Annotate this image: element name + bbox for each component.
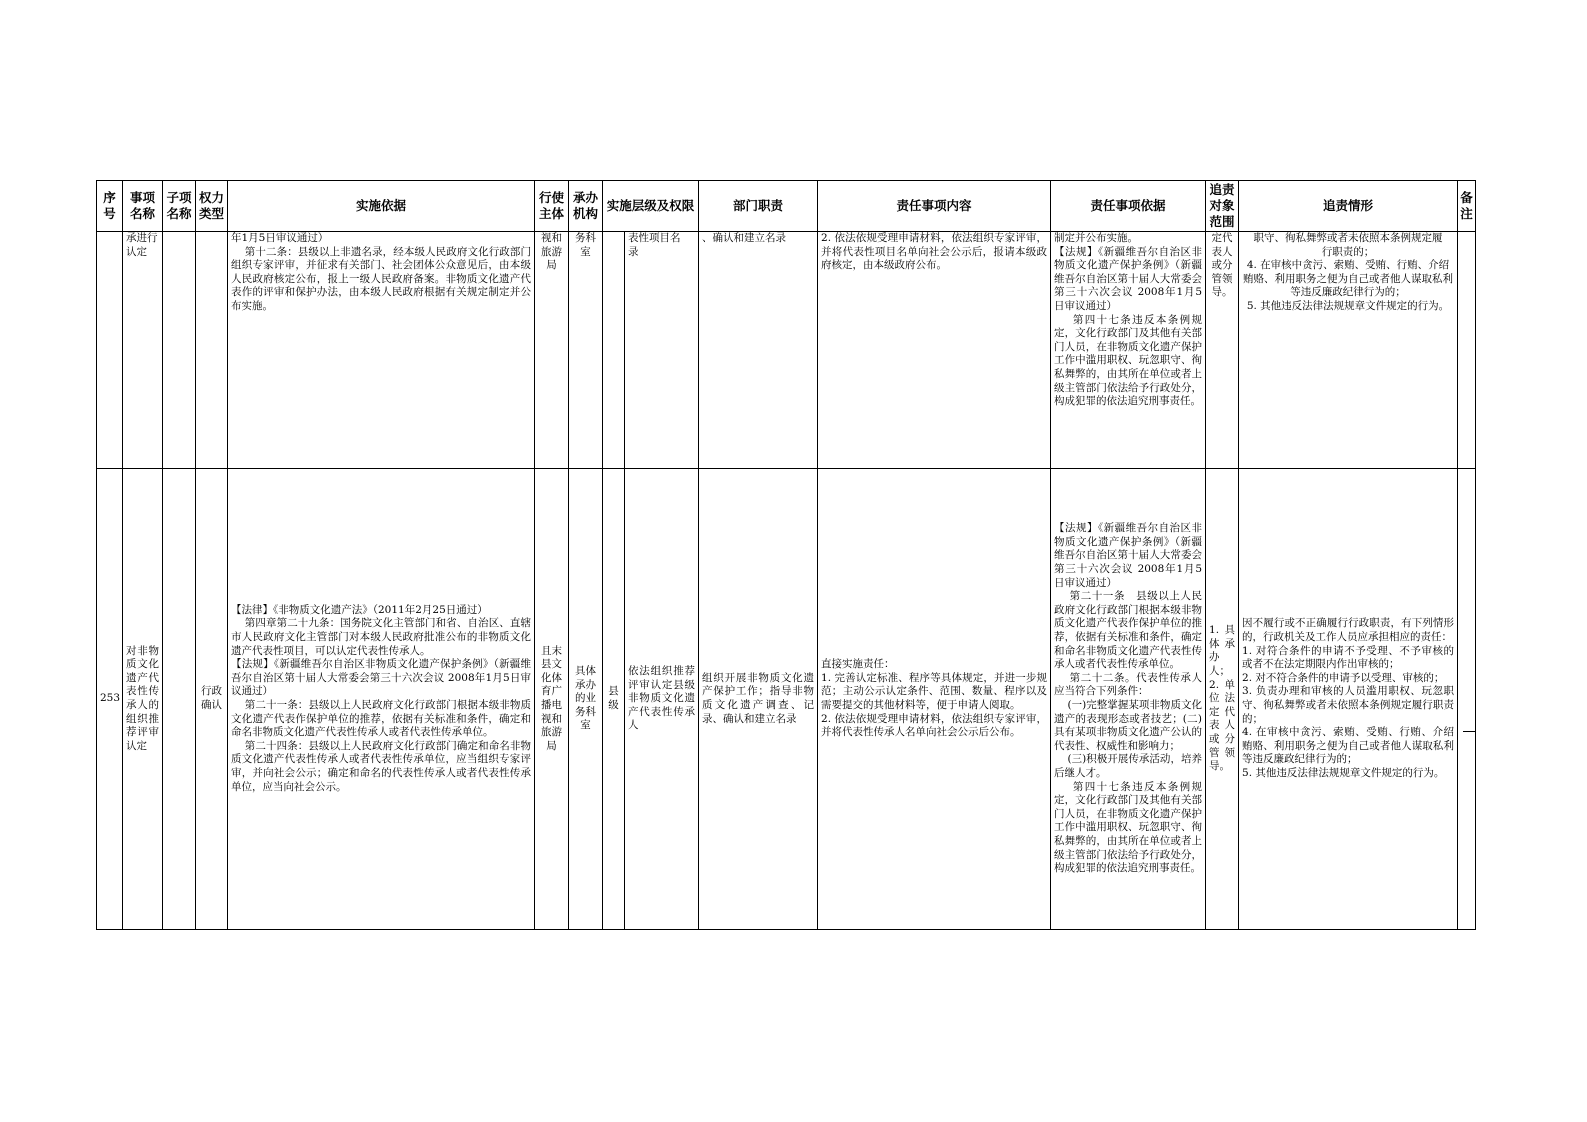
header-level-scope: 实施层级及权限 [603, 181, 699, 232]
cell-remark [1458, 232, 1476, 469]
header-row [97, 181, 1476, 232]
cell-situations: 因不履行或不正确履行行政职责，有下列情形的，行政机关及工作人员应承担相应的责任： 1. 对符合条件的申请不予受理、不予审核的或者不在法定期限内作出审核的； 2. 对不符合条件的申请予以受理、审核的； 3. 负责办理和审核的人员滥用职权、玩忽职守、徇私舞弊或者未依照本条例规定履行职责的； 4. 在审核中贪污、索贿、受贿、行贿、介绍贿赂、利用职务之便为自己或者他人谋取私利等违反廉政纪律行为的； 5. 其他违反法律法规规章文件规定的行为。 [1239, 469, 1458, 930]
header-resp-content: 责任事项内容 [818, 181, 1051, 232]
header-target: 追责对象范围 [1206, 181, 1239, 232]
header-type: 权力类型 [196, 181, 228, 232]
header-situations: 追责情形 [1239, 181, 1458, 232]
cell-level: 县级 [603, 469, 625, 930]
cell-target: 定代 表人 或分 管领 导。 [1206, 232, 1239, 469]
cell-name: 对非物质文化遗产代表性传承人的组织推荐评审认定 [123, 469, 163, 930]
accountability-table [96, 180, 1476, 930]
table-row-continued [97, 232, 1476, 469]
cell-type: 行政确认 [196, 469, 228, 930]
header-subject: 行使主体 [535, 181, 569, 232]
cell-basis: 【法律】《非物质文化遗产法》（2011年2月25日通过） 第四章第二十九条：国务院文化主管部门和省、自治区、直辖市人民政府文化主管部门对本级人民政府批准公布的非物质文化遗产代表性项目，可以认定代表性传承人。 【法规】《新疆维吾尔自治区非物质文化遗产保护条例》（新疆维吾尔自治区第十届人大常委会第三十六次会议 2008年1月5日审议通过） 第二十一条：县级以上人民政府文化行政部门根据本级非物质文化遗产代表作保护单位的推荐，依据有关标准和条件，确定和命名非物质文化遗产代表性传承人或者代表性传承单位。 第二十四条：县级以上人民政府文化行政部门确定和命名非物质文化遗产代表性传承人或者代表性传承单位，应当组织专家评审，并向社会公示；确定和命名的代表性传承人或者代表性传承单位，应当向社会公示。 [228, 469, 535, 930]
header-office: 承办机构 [569, 181, 603, 232]
cell-sub [163, 469, 196, 930]
table-row-253 [97, 469, 1476, 930]
cell-sub [163, 232, 196, 469]
cell-remark [1458, 469, 1476, 930]
cell-scope: 依法组织推荐评审认定县级非物质文化遗产代表性传承人 [625, 469, 699, 930]
cell-name: 承进行 认定 [123, 232, 163, 469]
cell-scope: 表性项目名 录 [625, 232, 699, 469]
cell-resp-basis: 制定并公布实施。 【法规】《新疆维吾尔自治区非物质文化遗产保护条例》（新疆维吾尔自治区第十届人大常委会第三十六次会议 2008年1月5日审议通过） 第四十七条违反本条例规定，文化行政部门及其他有关部门人员，在非物质文化遗产保护工作中滥用职权、玩忽职守、徇私舞弊的，由其所在单位或者上级主管部门依法给予行政处分，构成犯罪的依法追究刑事责任。 [1051, 232, 1206, 469]
cell-situations: 职守、徇私舞弊或者未依照本条例规定履 行职责的； 4. 在审核中贪污、索贿、受贿、行贿、介绍贿赂、利用职务之便为自己或者他人谋取私利等违反廉政纪律行为的； 5. 其他违反法律法规规章文件规定的行为。 [1239, 232, 1458, 469]
header-name: 事项名称 [123, 181, 163, 232]
cell-subject: 视和 旅游 局 [535, 232, 569, 469]
cell-duty: 、确认和建立名录 [699, 232, 818, 469]
cell-duty: 组织开展非物质文化遗产保护工作；指导非物质文化遗产调查、记录、确认和建立名录 [699, 469, 818, 930]
header-remark: 备注 [1458, 181, 1476, 232]
cell-resp-content: 直接实施责任： 1. 完善认定标准、程序等具体规定，并进一步规范；主动公示认定条件、范围、数量、程序以及需要提交的其他材料等，便于申请人阅取。 2. 依法依规受理申请材料，依法组织专家评审，并将代表性传承人名单向社会公示后公布。 [818, 469, 1051, 930]
cell-target: 1. 具体承办人； 2. 单位法定代表人或分管领导。 [1206, 469, 1239, 930]
header-sub: 子项名称 [163, 181, 196, 232]
cell-resp-basis: 【法规】《新疆维吾尔自治区非物质文化遗产保护条例》（新疆维吾尔自治区第十届人大常委会第三十六次会议 2008年1月5日审议通过） 第二十一条 县级以上人民政府文化行政部门根据本级非物质文化遗产代表作保护单位的推荐，依据有关标准和条件，确定和命名非物质文化遗产代表性传承人或者代表性传承单位。 第二十二条。代表性传承人应当符合下列条件： (一)完整掌握某项非物质文化遗产的表现形态或者技艺；(二)具有某项非物质文化遗产公认的代表性、权威性和影响力； (三)积极开展传承活动，培养后继人才。 第四十七条违反本条例规定，文化行政部门及其他有关部门人员，在非物质文化遗产保护工作中滥用职权、玩忽职守、徇私舞弊的，由其所在单位或者上级主管部门依法给予行政处分，构成犯罪的依法追究刑事责任。 [1051, 469, 1206, 930]
cell-level [603, 232, 625, 469]
cell-no: 253 [97, 469, 123, 930]
cell-resp-content: 2. 依法依规受理申请材料，依法组织专家评审，并将代表性项目名单向社会公示后，报请本级政府核定，由本级政府公布。 [818, 232, 1051, 469]
cell-office: 务科 室 [569, 232, 603, 469]
cell-subject: 且末县文化体育广播电视和旅游局 [535, 469, 569, 930]
cell-basis: 年1月5日审议通过） 第十二条：县级以上非遗名录，经本级人民政府文化行政部门组织专家评审，并征求有关部门、社会团体公众意见后，由本级人民政府核定公布，报上一级人民政府备案。非物质文化遗产代表作的评审和保护办法，由本级人民政府根据有关规定制定并公布实施。 [228, 232, 535, 469]
header-duty: 部门职责 [699, 181, 818, 232]
header-no: 序号 [97, 181, 123, 232]
cell-no [97, 232, 123, 469]
header-basis: 实施依据 [228, 181, 535, 232]
header-resp-basis: 责任事项依据 [1051, 181, 1206, 232]
cell-divider [1463, 731, 1475, 732]
cell-type [196, 232, 228, 469]
cell-office: 具体承办的业务科室 [569, 469, 603, 930]
